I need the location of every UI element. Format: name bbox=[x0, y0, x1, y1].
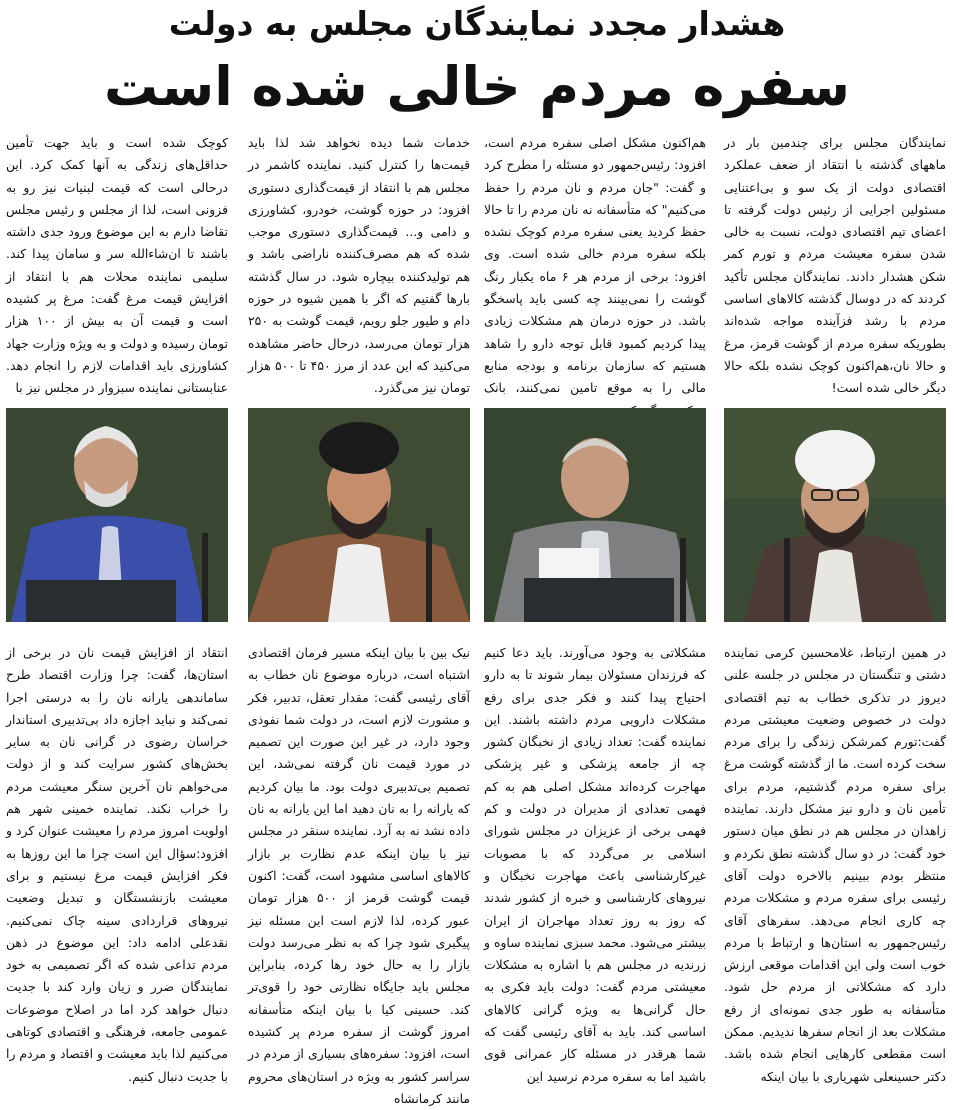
headline-main: سفره مردم خالی شده است bbox=[103, 55, 850, 118]
photo-man-blue-suit bbox=[6, 408, 228, 622]
headline-overline: هشدار مجدد نمایندگان مجلس به دولت bbox=[168, 4, 786, 43]
photo-cleric-white-turban bbox=[724, 408, 946, 622]
article-column-2: هم‌اکنون مشکل اصلی سفره مردم است، افزود: رئیس‌جمهور دو مسئله را مطرح کرد و گفت: "جان مردم و نان مردم را حفظ می‌کنیم" که متأسفانه نه نان مردم را تا حالا حفظ کردید یعنی سفره مردم کوچک نشده بلکه سفره مردم خالی شده است. وی افزود: برخی از مردم هر ۶ ماه یکبار رنگ گوشت را نمی‌بینند چه کسی باید پاسخگو باشد. در حوزه درمان هم مشکلات زیادی پیدا کردیم کمبود قابل توجه دارو را شاهد هستیم که سازمان برنامه و بودجه منابع مالی را به موقع تامین نمی‌کنند، بانک bbox=[484, 135, 706, 396]
article-column-3: خدمات شما دیده نخواهد شد لذا باید قیمت‌ها را کنترل کنید. نماینده کاشمر در مجلس هم با انتقاد از قیمت‌گذاری دستوری افزود: در حوزه گوشت، خودرو، کشاورزی و دامی و... قیمت‌گذاری دستوری موجب شده که هم مصرف‌کننده ناراضی باشد و هم تولیدکننده بیچاره شود. در سال گذشته بارها گفتیم که اگر با همین شیوه در حوزه دام و طیور جلو رویم، قیمت گوشت به ۲۵۰ هزار تومان می‌رسد، درحال حاضر مشاهده می‌کنید که این عدد از مرز ۴۵۰ تا ۵۰۰ هزار تومان نیز می‌گذرد. bbox=[248, 135, 470, 396]
article-column-4: کوچک شده است و باید جهت تأمین حداقل‌های زندگی به آنها کمک کرد. این درحالی است که قیمت لبنیات نیز رو به فزونی است، لذا از مجلس و رئیس مجلس تقاضا دارم به این موضوع ورود جدی داشته باشند تا ان‌شاءالله سر و سامان پیدا کند. سلیمی نماینده محلات هم با انتقاد از افزایش قیمت مرغ گفت: مرغ پر کشیده است و قیمت آن به بیش از ۱۰۰ هزار تومان رسیده و دولت و به ویژه وزارت جهاد کشاورزی باید اقدامات لازم را انجام دهد. عنابستانی نماینده سبزوار در مجلس نیز با bbox=[6, 135, 228, 396]
photo-cleric-black-turban bbox=[248, 408, 470, 622]
article-column-6: مشکلاتی به وجود می‌آورند. باید دعا کنیم که فرزندان مسئولان بیمار شوند تا به دارو احتیاج پیدا کنند و فکر جدی برای رفع مشکلات دارویی مردم داشته باشند. این نماینده گفت: تعداد زیادی از نخبگان کشور چه از جامعه پزشکی و غیر پزشکی مهاجرت کرده‌اند مشکل اصلی هم به کم فهمی تعدادی از مدیران در دولت و کم فهمی برخی از عزیزان در مجلس شورای اسلامی بر می‌گردد که با مصوبات غیرکارشناسی باعث مهاجرت نخبگان و نیروهای کارشناسی و خبره از کشور شدند که روز به روز تعداد مهاجران از ایران بیشتر می‌شود. محمد سبزی نماینده ساوه و زرندیه در مجلس هم با اشاره به مشکلات معیشتی مردم گفت: دولت باید فکری به حال گرانی‌ها به ویژه گرانی کالاهای اساسی کند. باید به آقای رئیسی گفت که شما هرقدر در مسئله کار عمرانی قوی باشید اما به سفره مردم نرسید این bbox=[484, 645, 706, 1084]
article-column-7: نیک بین با بیان اینکه مسیر فرمان اقتصادی اشتباه است، درباره موضوع نان خطاب به آقای رئیسی گفت: مقدار تعقل، تدبیر، فکر و مشورت لازم است، در دولت شما نفوذی وجود دارد، در غیر این صورت این تصمیم در مورد قیمت نان گرفته نمی‌شد، این تصمیم بی‌تدبیری دولت بود. ما بیان کردیم که یارانه را به نان دهید اما این یارانه به نان داده نشد نه به آرد. نماینده سنقر در مجلس نیز با بیان اینکه عدم نظارت بر بازار کالاهای اساسی مشهود است، گفت: اکنون قیمت گوشت قرمز از ۵۰۰ هزار تومان عبور کرده، لذا لازم است این مسئله نیز پیگیری شود چرا که به نظر می‌رسد دولت بازار را به حال خود رها کرده، بنابراین مجلس باید جایگاه نظارتی خود را قوی‌تر کند. حسینی کیا با بیان اینکه متأسفانه امروز گوشت از سفره مردم پر کشیده است، افزود: سفره‌های بسیاری از مردم در سراسر کشور به ویژه در استان‌های محروم مانند کرمانشاه bbox=[248, 645, 470, 1106]
photo-man-grey-suit bbox=[484, 408, 706, 622]
article-column-5: در همین ارتباط، غلامحسین کرمی نماینده دشتی و تنگستان در مجلس در جلسه علنی دیروز در تذکری خطاب به تیم اقتصادی دولت در خصوص وضعیت معیشتی مردم گفت:تورم کمرشکن زندگی را برای مردم سخت کرده است. ما از گذشته گوشت مرغ برای سفره مردم گذشتیم، مردم برای تأمین نان و دارو نیز مشکل دارند. نماینده زاهدان در مجلس هم در نطق میان دستور خود گفت: در دو سال گذشته نطق نکردم و منتظر بودم ببینیم بالاخره دولت آقای رئیسی برای سفره مردم و مشکلات مردم چه کاری انجام می‌دهد. سفرهای آقای رئیس‌جمهور به استان‌ها و ارتباط با مردم خوب است ولی این اقدامات موقعی ارزش دارد که مشکلاتی از مردم حل شود. متأسفانه به طور جدی نمونه‌ای از رفع مشکلات بعد از انجام سفرها ندیدیم. ممکن است مقطعی کارهایی انجام شده باشد. دکتر حسینعلی شهریاری با بیان اینکه bbox=[724, 645, 946, 1084]
article-column-8: انتقاد از افزایش قیمت نان در برخی از استان‌ها، گفت: چرا وزارت اقتصاد طرح ساماندهی یارانه نان را به درستی اجرا نمی‌کند و نباید اجازه داد بی‌تدبیری استاندار خراسان رضوی در گرانی نان به سایر بخش‌های کشور سرایت کند و از دولت می‌خواهم نان آخرین سنگر معیشت مردم را خراب نکند. نماینده خمینی شهر هم اولویت امروز مردم را معیشت عنوان کرد و افزود:سؤال این است چرا ما این روزها به فکر افزایش قیمت مرغ نیستیم و برای معیشت بازنشستگان و تبدیل وضعیت نیروهای قراردادی سینه چاک نمی‌کنیم. نقدعلی ادامه داد: این موضوع در ذهن مردم تداعی شده که اگر تصمیمی به خود نمایندگان ضرر و زیان وارد کند با جدیت دنبال خواهد کرد اما در اصلاح موضوعات عمومی جامعه، فرهنگی و اقتصادی کوتاهی می‌کنیم لذا باید معیشت و اقتصاد و مردم را با جدیت دنبال کنیم. bbox=[6, 645, 228, 1084]
article-column-1: نمایندگان مجلس برای چندمین بار در ماههای گذشته با انتقاد از ضعف عملکرد اقتصادی دولت از یک سو و بی‌اعتنایی مسئولین اجرایی از رئیس دولت گرفته تا اعضای تیم اقتصادی دولت، نسبت به خالی شدن سفره معیشت مردم و تورم کمر شکن هشدار دادند. نمایندگان مجلس تأکید کردند که در دوسال گذشته کالاهای اساسی مردم با رشد فزآینده مواجه شده‌اند بطوریکه سفره مردم از گوشت قرمز، مرغ و حالا نان،هم‌اکنون کوچک نشده بلکه حالا دیگر خالی شده است! bbox=[724, 135, 946, 396]
